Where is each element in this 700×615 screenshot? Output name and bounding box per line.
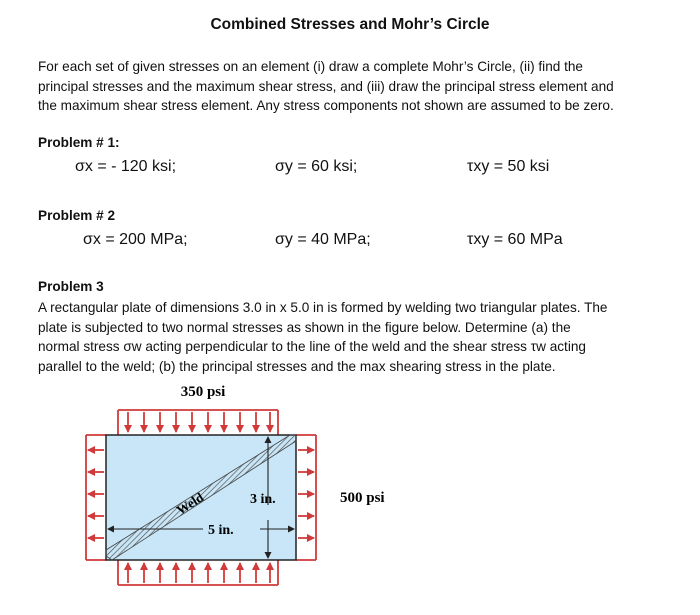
top-load-arrows	[118, 410, 278, 435]
weld-label: Weld	[173, 489, 207, 518]
intro-paragraph	[38, 57, 668, 116]
problem3-line: parallel to the weld; (b) the principal stresses and the max shearing stress in the plate.	[38, 358, 556, 374]
problem3-heading: Problem 3	[38, 279, 104, 294]
top-load-label: 350 psi	[180, 384, 226, 400]
bottom-load-arrows	[118, 560, 278, 585]
problem1-sigma-x: σx = - 120 ksi;	[75, 158, 177, 175]
intro-line: the maximum shear stress element. Any stress components not shown are assumed to be zero.	[38, 98, 614, 113]
problem3-line: plate is subjected to two normal stresses as shown in the figure below. Determine (a) the	[38, 319, 571, 335]
problem1-sigma-y: σy = 60 ksi;	[275, 158, 358, 175]
left-load-arrows	[86, 435, 106, 560]
problem2-sigma-x: σx = 200 MPa;	[83, 231, 188, 248]
intro-line: For each set of given stresses on an element (i) draw a complete Mohr’s Circle, (ii) find the	[38, 59, 583, 74]
problem1-heading: Problem # 1:	[38, 135, 120, 150]
problem3-paragraph	[38, 298, 668, 376]
width-label: 5 in.	[208, 523, 234, 538]
problem3-line: normal stress σw acting perpendicular to the line of the weld and the shear stress τw acting	[38, 339, 586, 354]
problem1-tau-xy: τxy = 50 ksi	[467, 158, 550, 175]
height-label: 3 in.	[250, 492, 276, 507]
problem3-line: A rectangular plate of dimensions 3.0 in x 5.0 in is formed by welding two triangular plates. The	[38, 300, 608, 315]
page-title: Combined Stresses and Mohr’s Circle	[210, 16, 490, 33]
problem2-tau-xy: τxy = 60 MPa	[467, 231, 563, 248]
right-load-label: 500 psi	[340, 490, 385, 506]
right-load-arrows	[296, 435, 316, 560]
welded-plate-figure	[78, 380, 418, 600]
intro-line: principal stresses and the maximum shear stress, and (iii) draw the principal stress element and	[38, 78, 614, 94]
problem2-sigma-y: σy = 40 MPa;	[275, 231, 371, 248]
problem2-heading: Problem # 2	[38, 208, 116, 223]
